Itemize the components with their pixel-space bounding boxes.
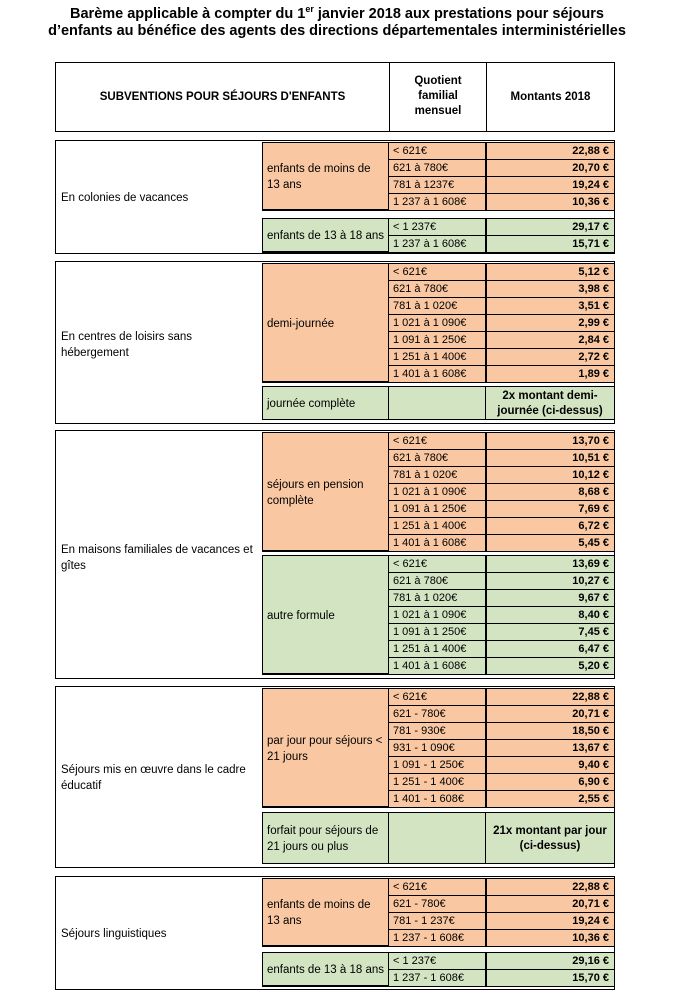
section-label: En colonies de vacances [61,192,189,204]
subcategory-text: enfants de 13 à 18 ans [267,964,385,976]
subcategory-label [262,263,388,382]
amount-cell: 20,71 € [486,895,615,912]
subcategory-text: forfait pour séjours de 21 jours ou plus [267,825,379,853]
quotient-cell: 1 237 - 1 608€ [388,969,486,986]
quotient-cell: 1 251 à 1 400€ [388,348,486,365]
amount-cell: 7,45 € [486,623,615,640]
quotient-cell: 1 091 - 1 250€ [388,756,486,773]
amount-cell: 9,67 € [486,589,615,606]
quotient-cell: 781 à 1 020€ [388,297,486,314]
amount-cell: 15,70 € [486,969,615,986]
quotient-cell: 1 401 - 1 608€ [388,790,486,807]
amount-cell: 10,36 € [486,193,615,210]
amount-cell: 3,98 € [486,280,615,297]
section-label: Séjours linguistiques [61,928,167,940]
table-header [55,62,615,132]
amount-cell: 8,68 € [486,483,615,500]
amount-cell: 15,71 € [486,235,615,252]
amount-cell: 20,70 € [486,159,615,176]
subcategory-label [262,555,388,674]
header-montants: Montants 2018 [510,91,591,103]
amount-cell: 10,51 € [486,449,615,466]
quotient-cell: 621 - 780€ [388,705,486,722]
quotient-cell: 931 - 1 090€ [388,739,486,756]
amount-cell: 13,67 € [486,739,615,756]
header-subventions: SUBVENTIONS POUR SÉJOURS D'ENFANTS [99,91,346,103]
amount-note-text: 21x montant par jour (ci-dessus) [493,825,607,852]
subcategory-label [262,386,388,420]
rows-bottom-border [262,946,615,947]
quotient-cell: 621 à 780€ [388,572,486,589]
amount-note [486,812,615,864]
subcategory-label [262,812,388,864]
amount-cell: 3,51 € [486,297,615,314]
amount-cell: 5,45 € [486,534,615,551]
rows-bottom-border [262,382,615,383]
quotient-cell: 1 251 - 1 400€ [388,773,486,790]
amount-cell: 13,69 € [486,555,615,572]
amount-cell: 1,89 € [486,365,615,382]
quotient-empty-cell [388,386,486,420]
subcategory-text: journée complète [267,398,356,410]
amount-cell: 13,70 € [486,432,615,449]
rows-bottom-border [262,807,615,808]
quotient-cell: 1 251 à 1 400€ [388,640,486,657]
subcategory-text: demi-journée [267,318,335,330]
quotient-cell: 1 401 à 1 608€ [388,534,486,551]
rows-bottom-border [262,210,615,211]
quotient-empty-cell [388,812,486,864]
quotient-cell: 1 237 à 1 608€ [388,235,486,252]
quotient-cell: 781 - 930€ [388,722,486,739]
quotient-cell: 1 401 à 1 608€ [388,365,486,382]
subcategory-text: par jour pour séjours < 21 jours [267,735,383,763]
subcategory-text: enfants de moins de 13 ans [267,163,371,191]
quotient-cell: 1 021 à 1 090€ [388,314,486,331]
amount-cell: 19,24 € [486,176,615,193]
amount-cell: 10,36 € [486,929,615,946]
quotient-cell: < 1 237€ [388,952,486,969]
quotient-cell: 1 091 à 1 250€ [388,623,486,640]
quotient-cell: 1 237 - 1 608€ [388,929,486,946]
amount-cell: 6,90 € [486,773,615,790]
quotient-cell: 621 - 780€ [388,895,486,912]
subcategory-label [262,218,388,252]
amount-cell: 2,84 € [486,331,615,348]
subcategory-text: enfants de moins de 13 ans [267,899,371,927]
amount-cell: 29,17 € [486,218,615,235]
quotient-cell: 1 021 à 1 090€ [388,483,486,500]
quotient-cell: < 621€ [388,688,486,705]
subcategory-text: enfants de 13 à 18 ans [267,230,385,242]
amount-cell: 2,72 € [486,348,615,365]
amount-note-text: 2x montant demi-journée (ci-dessus) [497,390,603,417]
amount-cell: 6,47 € [486,640,615,657]
amount-cell: 8,40 € [486,606,615,623]
subcategory-text: autre formule [267,610,335,622]
quotient-cell: 781 à 1237€ [388,176,486,193]
amount-cell: 9,40 € [486,756,615,773]
subcategory-label [262,688,388,807]
rows-bottom-border [262,674,615,675]
subcategory-label [262,952,388,986]
quotient-cell: < 621€ [388,555,486,572]
amount-cell: 20,71 € [486,705,615,722]
subcategory-text: séjours en pension complète [267,479,364,507]
quotient-cell: 621 à 780€ [388,280,486,297]
quotient-cell: 1 021 à 1 090€ [388,606,486,623]
amount-cell: 19,24 € [486,912,615,929]
amount-note [486,386,615,420]
amount-cell: 2,55 € [486,790,615,807]
amount-cell: 22,88 € [486,688,615,705]
rows-bottom-border [262,551,615,552]
amount-cell: 7,69 € [486,500,615,517]
header-quotient: Quotient familial mensuel [414,75,462,117]
amount-cell: 5,20 € [486,657,615,674]
quotient-cell: 1 091 à 1 250€ [388,331,486,348]
quotient-cell: 1 237 à 1 608€ [388,193,486,210]
quotient-cell: 621 à 780€ [388,159,486,176]
section-label: Séjours mis en œuvre dans le cadre éducatif [61,764,246,792]
quotient-cell: < 1 237€ [388,218,486,235]
quotient-cell: 781 à 1 020€ [388,466,486,483]
amount-cell: 22,88 € [486,878,615,895]
amount-cell: 5,12 € [486,263,615,280]
rows-bottom-border [262,986,615,987]
subcategory-label [262,878,388,946]
amount-cell: 2,99 € [486,314,615,331]
quotient-cell: 1 401 à 1 608€ [388,657,486,674]
quotient-cell: < 621€ [388,878,486,895]
quotient-cell: 781 - 1 237€ [388,912,486,929]
section-label: En maisons familiales de vacances et gîtes [61,544,253,572]
amount-cell: 6,72 € [486,517,615,534]
amount-cell: 18,50 € [486,722,615,739]
subcategory-label [262,142,388,210]
subcategory-label [262,432,388,551]
rows-bottom-border [262,252,615,253]
quotient-cell: < 621€ [388,142,486,159]
amount-cell: 22,88 € [486,142,615,159]
quotient-cell: 1 251 à 1 400€ [388,517,486,534]
amount-cell: 10,27 € [486,572,615,589]
quotient-cell: 1 091 à 1 250€ [388,500,486,517]
amount-cell: 10,12 € [486,466,615,483]
page-title: Barème applicable à compter du 1er janvier 2018 aux prestations pour séjours d’enfants au bénéfice des agents des directions départementales interministérielles [48,4,626,39]
quotient-cell: 781 à 1 020€ [388,589,486,606]
quotient-cell: < 621€ [388,263,486,280]
section-label: En centres de loisirs sans hébergement [61,331,193,359]
amount-cell: 29,16 € [486,952,615,969]
quotient-cell: < 621€ [388,432,486,449]
quotient-cell: 621 à 780€ [388,449,486,466]
